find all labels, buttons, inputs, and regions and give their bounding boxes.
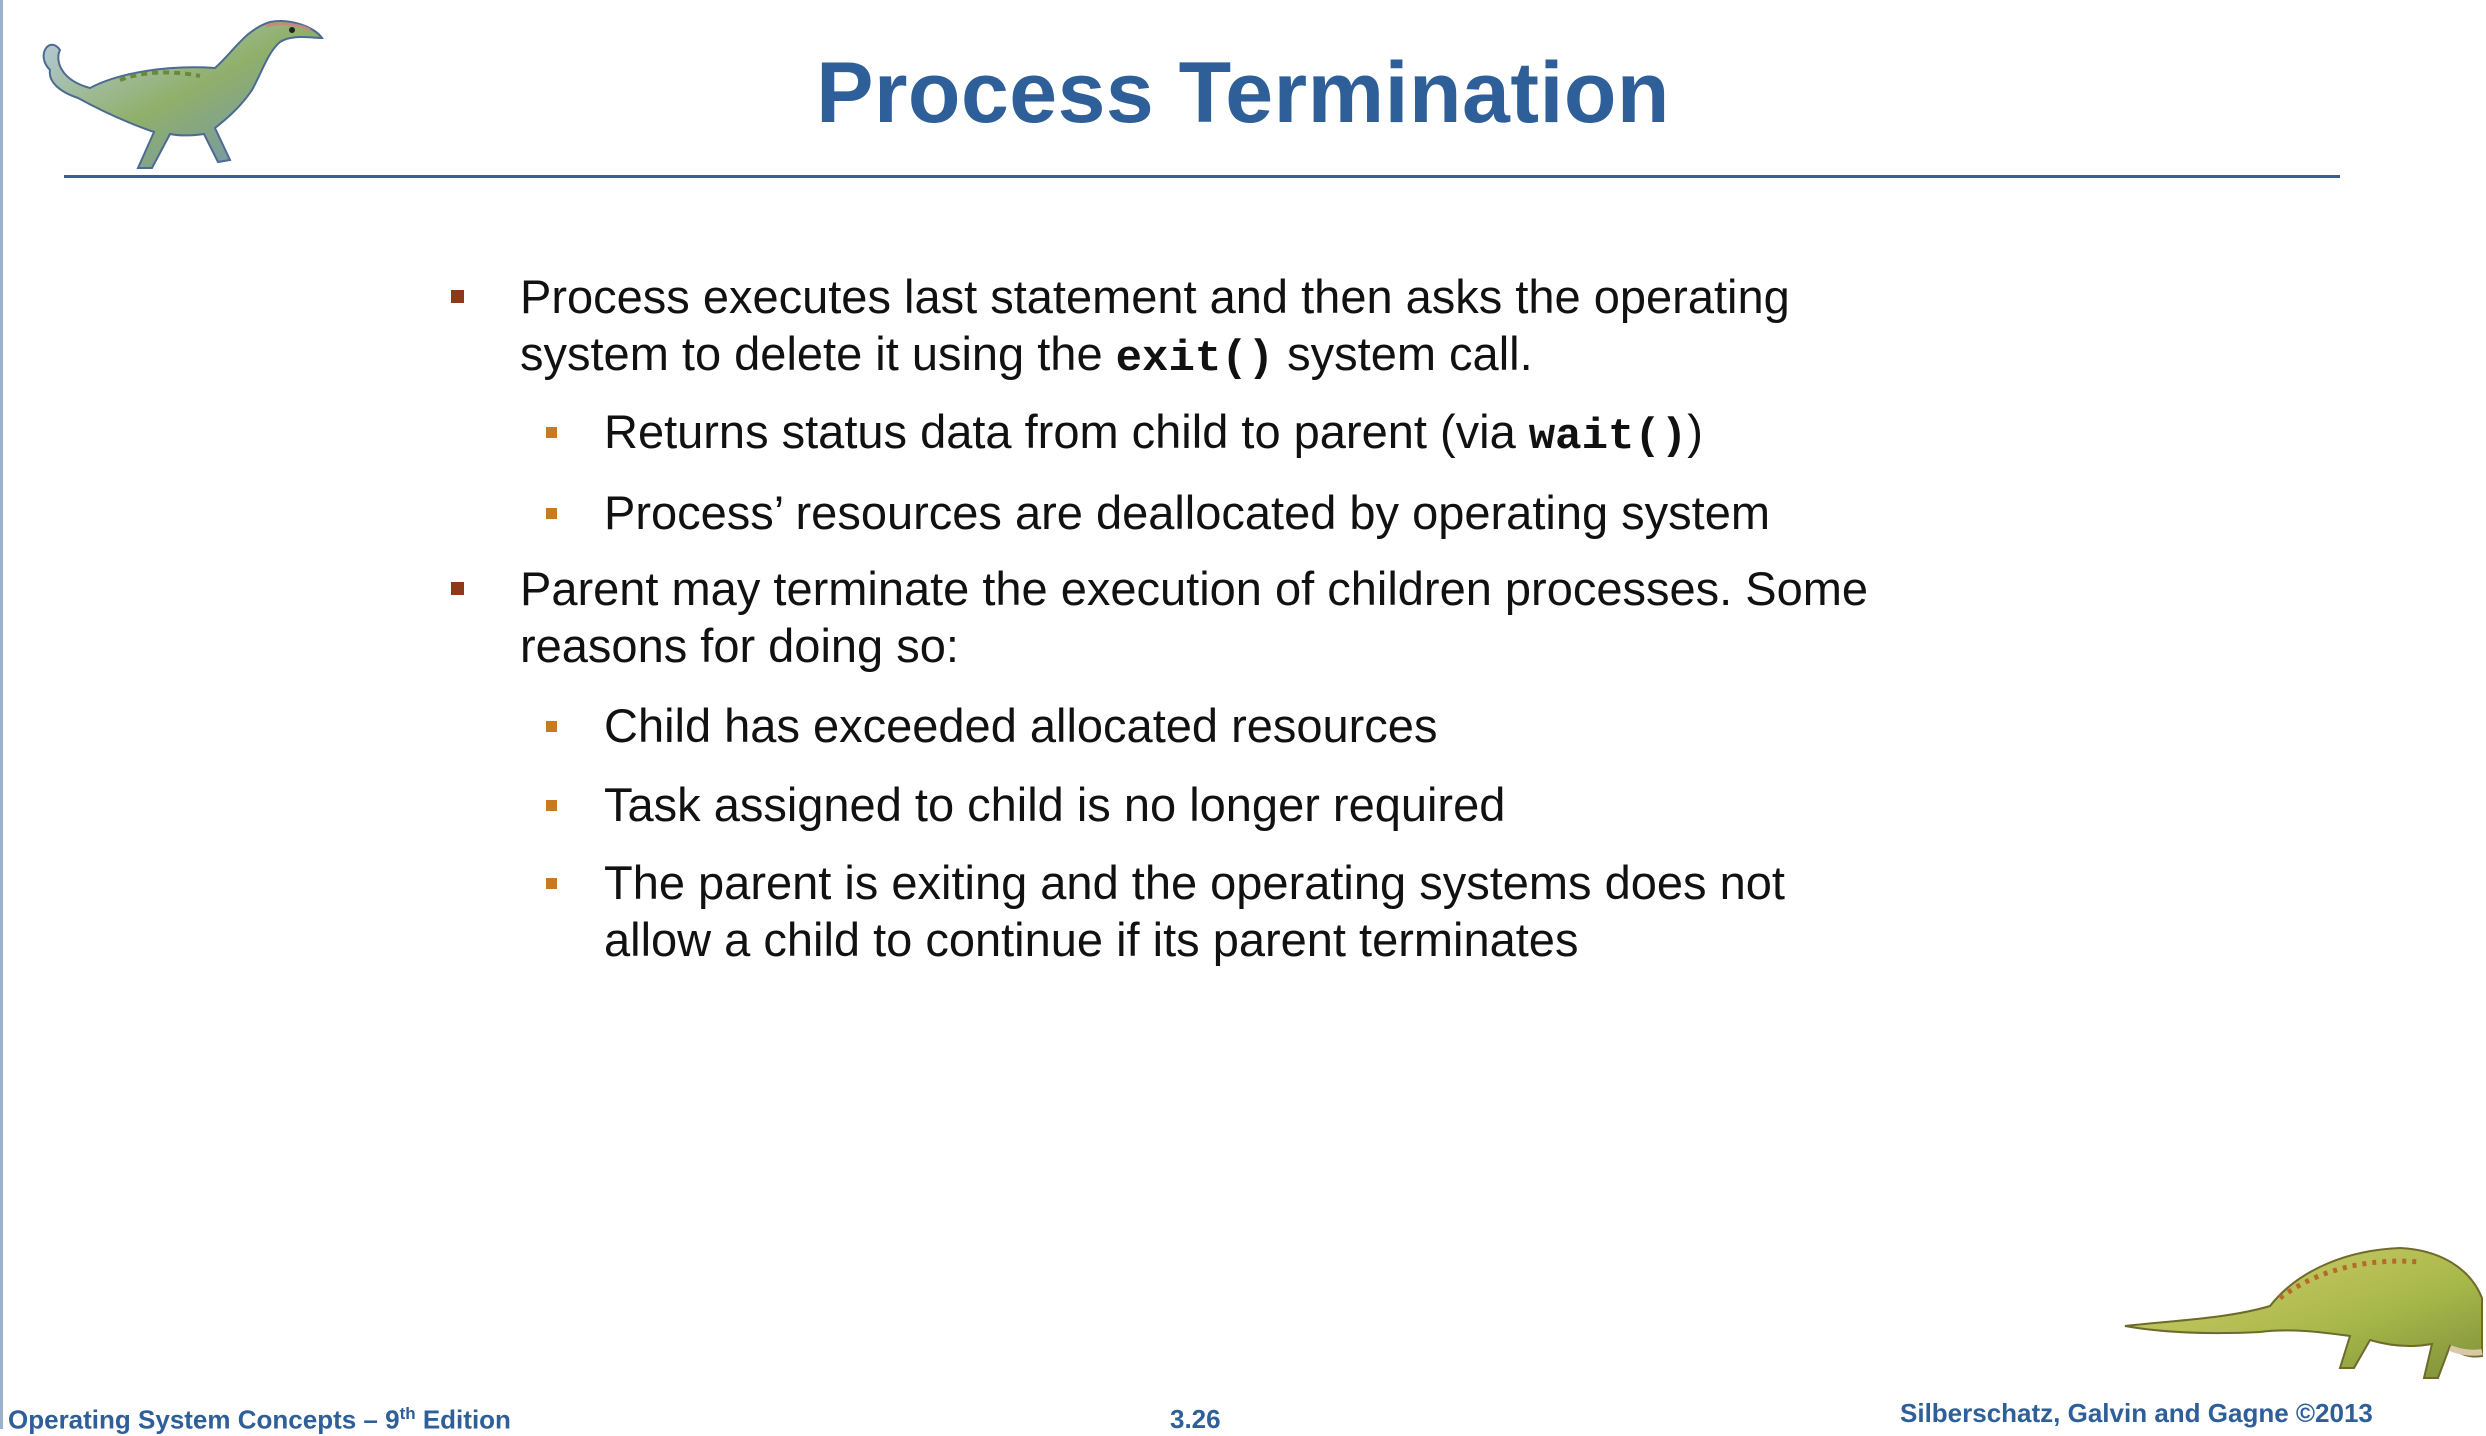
- bullet-text: Parent may terminate the execution of children processes. Some: [520, 562, 1869, 615]
- code-snippet: exit(): [1115, 334, 1275, 384]
- bullet-text: system to delete it using the: [520, 327, 1116, 380]
- bullet-marker-level1: [451, 582, 464, 595]
- footer-book-title: Operating System Concepts – 9th Edition: [8, 1404, 511, 1435]
- bullet-text: ): [1687, 405, 1703, 458]
- code-snippet: wait(): [1528, 412, 1688, 462]
- bullet-item: [604, 697, 2024, 754]
- bullet-marker-level2: [546, 800, 557, 811]
- bullet-marker-level2: [546, 427, 557, 438]
- bullet-item: [604, 854, 2024, 968]
- bullet-text: system call.: [1274, 327, 1533, 380]
- bullet-text: Process’ resources are deallocated by operating system: [604, 486, 1771, 539]
- bullet-text: allow a child to continue if its parent terminates: [604, 913, 1579, 966]
- bullet-item: [604, 484, 2024, 541]
- footer-page-number: 3.26: [1170, 1404, 1221, 1434]
- bullet-item: [520, 560, 2020, 674]
- bullet-marker-level2: [546, 508, 557, 519]
- bullet-text: Child has exceeded allocated resources: [604, 699, 1438, 752]
- bullet-text: Task assigned to child is no longer required: [604, 778, 1506, 831]
- bullet-text: Returns status data from child to parent (via: [604, 405, 1529, 458]
- bullet-marker-level2: [546, 721, 557, 732]
- slide-title: Process Termination: [816, 45, 1670, 141]
- bullet-item: [520, 268, 2020, 388]
- bullet-text: reasons for doing so:: [520, 619, 959, 672]
- bullet-item: [604, 776, 2024, 833]
- bullet-marker-level1: [451, 290, 464, 303]
- bullet-text: The parent is exiting and the operating systems does not: [604, 856, 1785, 909]
- bullet-marker-level2: [546, 878, 557, 889]
- bullet-item: [604, 403, 2024, 466]
- footer-copyright: Silberschatz, Galvin and Gagne ©2013: [1900, 1398, 2373, 1428]
- bullet-text: Process executes last statement and then asks the operating: [520, 270, 1790, 323]
